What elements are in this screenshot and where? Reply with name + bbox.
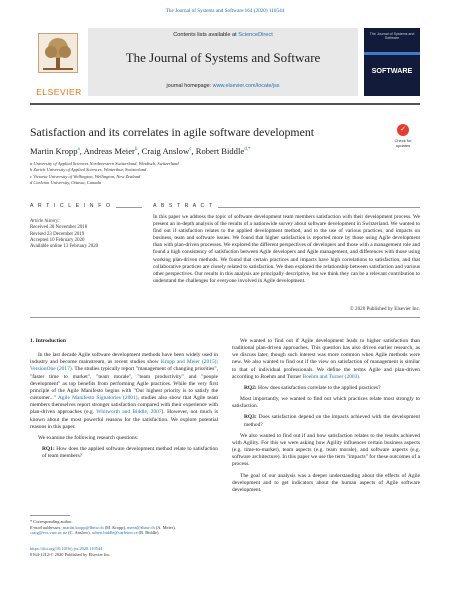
affiliation-line: b Zurich University of Applied Sciences, Winterthur, Switzerland [30,167,147,173]
author-name[interactable]: Andreas Meier [83,146,135,156]
sciencedirect-link[interactable]: ScienceDirect [238,32,273,38]
history-entry: Available online 13 February 2020 [30,244,99,250]
journal-cover-thumbnail[interactable] [364,28,420,96]
author-name[interactable]: Martin Kropp [30,146,78,156]
history-entry: Revised 23 December 2019 [30,231,85,237]
section-heading: 1. Introduction [30,338,66,344]
research-question-3 [232,414,420,428]
elsevier-tree-icon [38,33,78,73]
paragraph: We also wanted to find out if and how satisfaction relates to the results achieved with Agility. For this we were asking how Agility influences certain business aspects (e.g. time-to-market), team aspects (e.g. team morale), and software aspects (e.g. software architecture). In this paper we use the term "impacts" for these outcomes of a process. [232,432,420,468]
cover-stripe [364,52,420,55]
author-affiliation-mark[interactable]: c [189,147,192,153]
affiliation-line: d Carleton University, Ottawa, Canada [30,180,102,186]
email-link[interactable]: craig@ecs.vuw.ac.nz [30,530,68,536]
paragraph: The goal of our analysis was a deeper understanding about the effects of Agile development and to get indicators about the human aspects of Agile software development. [232,472,420,493]
cover-title: SOFTWARE [371,66,413,75]
text-run: , studies also show that Agile team members themselves report stronger satisfaction compared with their experience with plan-driven approaches (e.g. [30,395,218,416]
right-column [232,338,420,498]
paragraph [30,352,218,431]
cover-journal-name: The Journal of Systems and Software [369,32,415,40]
author-name[interactable]: Craig Anslow [141,146,190,156]
paragraph [232,338,420,381]
contents-line [88,32,358,38]
author-name[interactable]: Robert Biddle [195,146,245,156]
check-for-updates-button[interactable] [387,124,419,150]
affiliation-line: a University of Applied Sciences Northwestern Switzerland, Windisch, Switzerland [30,161,179,166]
author-affiliation-mark[interactable]: d,* [244,147,251,153]
rq-label: RQ3: [244,414,257,421]
article-title: Satisfaction and its correlates in agile software development [30,125,315,139]
email-owner: (R. Biddle). [137,530,160,536]
research-question-1 [30,446,218,460]
email-owner: (A. Meier), [154,524,176,530]
elsevier-wordmark: ELSEVIER [36,87,82,97]
citation-link[interactable]: Agile Manifesto Signatories (2001) [57,395,138,402]
citation-link[interactable]: Whitworth and Biddle, 2007 [96,409,162,416]
publisher-logo[interactable] [32,31,82,97]
article-info-heading: A R T I C L E I N F O [30,203,116,209]
email-link[interactable]: martin.kropp@fhnw.ch [62,524,104,530]
email-link[interactable]: meea@zhaw.ch [127,524,155,530]
rq-label: RQ2: [244,384,257,391]
author-affiliation-mark[interactable]: b [134,147,138,153]
contents-prefix: Contents lists available at [173,32,239,38]
rq-text: Does satisfaction depend on the impacts achieved with the development method? [244,414,421,428]
email-owner: (C. Anslow), [67,530,92,536]
journal-reference[interactable]: The Journal of Systems and Software 164 (2020) 110544 [165,8,285,14]
text-run: . The studies typically report "management of changing priorities", "faster time to market", "team morale", "team productivity" and "people development" as top benefits from performing Agile practices. While the very first principle of the Agile Manifesto begins with "Our highest priority is to satisfy the customer..." [30,366,219,402]
issn-line: 0164-1212/© 2020 Published by Elsevier Inc. [30,551,111,557]
check-updates-icon: ✓ [397,124,409,136]
corresponding-author-note: * Corresponding author. [30,519,73,524]
history-title: Article history: [30,219,60,224]
header-divider [30,103,420,105]
text-run: We wanted to find out if Agile development leads to higher satisfaction than traditional plan-driven approaches. This question has also driven earlier research, as we discuss later, though such interest was more common when Agile methods were new. We also wanted to find out if the view on satisfaction of management is similar to that of individual professionals. We define the terms Agile and plan-driven according to Boehm and Turner [232,338,420,380]
footnote-rule [30,515,70,516]
research-question-2 [232,385,420,392]
affiliation-line: c Victoria University of Wellington, Wellington, New Zealand [30,173,141,179]
left-column [30,338,218,464]
rq-text: How does satisfaction correlate to the applied practices? [258,384,381,391]
paragraph: We examine the following research questions: [38,434,139,441]
email-owner: (M. Kropp), [103,524,128,530]
text-run: ). However, not much is known about the most powerful reasons for the satisfaction. We explore potential reasons in this paper. [30,409,218,430]
article-history [30,219,142,250]
author-list: Martin Kropp$^a$, Andreas Meier$^b$, Craig Anslow$^c$, Robert Biddle$^{d,*}$ [30,146,251,156]
footnotes [30,519,220,536]
history-entry: Received 30 November 2018 [30,225,88,231]
journal-title: The Journal of Systems and Software [125,50,321,65]
history-entry: Accepted 10 February 2020 [30,237,85,243]
article-identifiers [30,546,230,557]
journal-banner [88,28,358,96]
journal-header [30,28,420,100]
check-updates-label: Check for updates [394,138,412,148]
text-run: In the last decade Agile software development methods have been widely used in industry and become mainstream, as recent studies show [30,352,218,366]
text-run: . [359,373,361,380]
abstract-text: In this paper we address the topic of software development team members satisfaction with their development process. We present an in-depth analysis of the results of a nationwide survey about software development in Switzerland. We wanted to find out if satisfaction relates to the applied development method, and to the use of various practices, and impacts on business, team and software issues. We found that higher satisfaction is reported more by those using Agile development than with plan-driven processes. We explored the different perspectives of developers and those with a management role and found a high consistency of satisfaction between Agile developers and Agile management, and differences with those using working plan-driven methods. We found that certain practices and impacts have high correlations to satisfaction, and that collaborative practices are closely related to satisfaction. We then explored the relationship between satisfaction and various other perspectives. Our results in this analysis are principally descriptive, but we think they can be a relevant contribution to understand the challenges for everyone involved in Agile development. [153,214,420,284]
affiliations [30,161,420,187]
homepage-prefix: journal homepage: [166,83,213,89]
copyright-notice: © 2020 Published by Elsevier Inc. [349,306,420,312]
citation-link[interactable]: Kropp and Meier (2015); VersionOne (2017) [30,359,218,373]
rq-text: How does the applied software development method relate to satisfaction of team members? [42,446,218,460]
doi-link[interactable]: https://doi.org/10.1016/j.jss.2020.110544 [30,546,103,551]
rq-label: RQ1: [42,446,55,453]
abstract-heading: A B S T R A C T [153,203,218,209]
homepage-link[interactable]: www.elsevier.com/locate/jss [212,83,280,89]
author-affiliation-mark[interactable]: a [77,147,80,153]
email-addresses-cont [30,530,220,536]
abstract-bottom-rule [30,317,420,318]
email-prefix: E-mail addresses: [30,524,63,530]
email-link[interactable]: robert.biddle@carleton.ca [91,530,138,536]
homepage-line [88,83,358,89]
citation-link[interactable]: Boehm and Turner (2003) [302,373,360,380]
paragraph: Most importantly, we wanted to find out which practices relate most strongly to satisfaction. [232,396,420,410]
